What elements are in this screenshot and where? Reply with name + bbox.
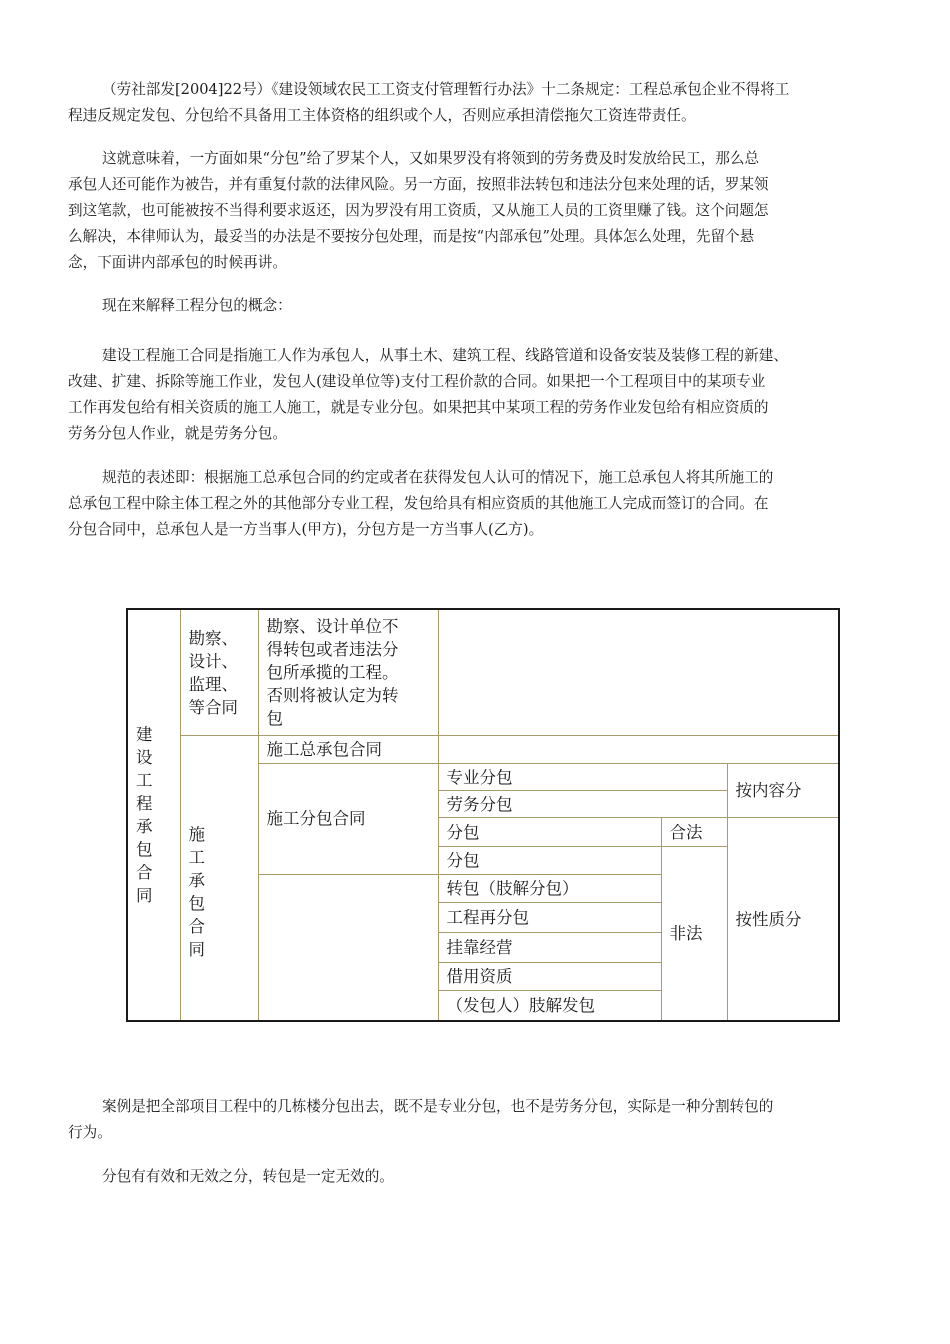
empty-cell [438, 609, 839, 736]
paragraph-regulation [68, 77, 886, 129]
empty-cell [258, 874, 438, 1021]
text-line: 总承包工程中除主体工程之外的其他部分专业工程，发包给具有相应资质的其他施工人完成而签订的合同。在 [68, 495, 769, 512]
legal-cell: 合法 [661, 818, 727, 846]
affiliation-cell: 挂靠经营 [438, 933, 661, 963]
text-line: （劳社部发[2004]22号）《建设领域农民工工资支付管理暂行办法》十二条规定：工程总承包企业不得将工 [102, 81, 790, 98]
survey-note-cell: 勘察、设计单位不 得转包或者违法分 包所承揽的工程。 否则将被认定为转 包 [258, 609, 438, 736]
construction-contract-cell: 施 工 承 包 合 同 [180, 736, 258, 1021]
borrow-qualification-cell: 借用资质 [438, 963, 661, 991]
illegal-sub-cell: 分包 [438, 846, 661, 874]
contract-classification-table [126, 608, 840, 1022]
paragraph-formal-statement [68, 465, 886, 543]
text-line: 么解决，本律师认为，最妥当的办法是不要按分包处理，而是按“内部承包”处理。具体怎么处理，先留个悬 [68, 228, 755, 245]
text-line: 到这笔款，也可能被按不当得利要求返还，因为罗没有用工资质，又从施工人员的工资里赚了钱。这个问题怎 [68, 202, 769, 219]
empty-cell [438, 736, 839, 764]
paragraph-conclusion [68, 1164, 886, 1190]
text-line: 行为。 [68, 1124, 112, 1141]
professional-sub-cell: 专业分包 [438, 764, 727, 791]
dismember-cell: 转包（肢解分包） [438, 874, 661, 902]
employer-dismember-cell: （发包人）肢解发包 [438, 991, 661, 1021]
text-line: 分包有有效和无效之分，转包是一定无效的。 [102, 1168, 394, 1185]
text-line: 工作再发包给有相关资质的施工人施工，就是专业分包。如果把其中某项工程的劳务作业发包给有相应资质的 [68, 399, 769, 416]
text-line: 这就意味着，一方面如果“分包”给了罗某个人，又如果罗没有将领到的劳务费及时发放给民工，那么总 [102, 150, 760, 167]
paragraph-case [68, 1094, 886, 1146]
labor-sub-cell: 劳务分包 [438, 791, 727, 818]
paragraph-concept-intro [68, 293, 886, 319]
text-line: 念，下面讲内部承包的时候再讲。 [68, 254, 287, 271]
paragraph-definition [68, 343, 886, 447]
legal-sub-cell: 分包 [438, 818, 661, 846]
survey-design-contract-cell: 勘察、 设计、 监理、 等合同 [180, 609, 258, 736]
text-line: 程违反规定发包、分包给不具备用工主体资格的组织或个人，否则应承担清偿拖欠工资连带责任。 [68, 107, 696, 124]
illegal-cell: 非法 [661, 846, 727, 1021]
text-line: 劳务分包人作业，就是劳务分包。 [68, 425, 287, 442]
by-content-cell: 按内容分 [727, 764, 839, 818]
subcontract-cell: 施工分包合同 [258, 764, 438, 875]
text-line: 承包人还可能作为被告，并有重复付款的法律风险。另一方面，按照非法转包和违法分包来处理的话，罗某领 [68, 176, 769, 193]
re-sub-cell: 工程再分包 [438, 902, 661, 932]
text-line: 分包合同中，总承包人是一方当事人(甲方)，分包方是一方当事人(乙方)。 [68, 521, 544, 538]
text-line: 建设工程施工合同是指施工人作为承包人，从事土木、建筑工程、线路管道和设备安装及装修工程的新建、 [102, 347, 788, 364]
text-line: 规范的表述即：根据施工总承包合同的约定或者在获得发包人认可的情况下，施工总承包人将其所施工的 [102, 469, 774, 486]
paragraph-meaning [68, 146, 886, 276]
by-nature-cell: 按性质分 [727, 818, 839, 1021]
general-contract-cell: 施工总承包合同 [258, 736, 438, 764]
root-label-cell: 建 设 工 程 承 包 合 同 [127, 609, 180, 1021]
text-line: 案例是把全部项目工程中的几栋楼分包出去，既不是专业分包，也不是劳务分包，实际是一种分割转包的 [102, 1098, 774, 1115]
text-line: 改建、扩建、拆除等施工作业，发包人(建设单位等)支付工程价款的合同。如果把一个工程项目中的某项专业 [68, 373, 766, 390]
text-line: 现在来解释工程分包的概念： [102, 297, 292, 314]
